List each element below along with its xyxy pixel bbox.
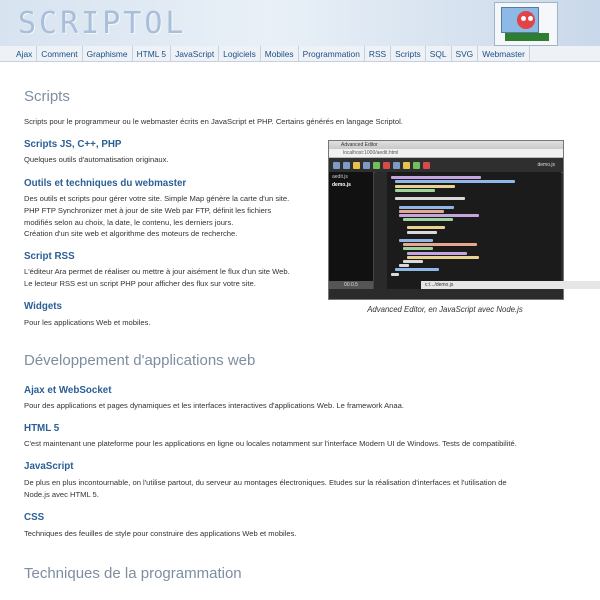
main-nav <box>0 46 600 62</box>
widgets-desc: Pour les applications Web et mobiles. <box>24 318 151 327</box>
mascot-eye-icon <box>521 16 526 21</box>
nav-item-comment[interactable]: Comment <box>37 46 82 62</box>
link-html5[interactable]: HTML 5 <box>24 423 60 434</box>
editor-screenshot[interactable] <box>328 140 564 300</box>
nav-item-rss[interactable]: RSS <box>365 46 391 62</box>
screenshot-urlbar: localhost:1000/aedit.html <box>329 149 563 158</box>
site-logo[interactable]: SCRIPTOL <box>18 6 187 41</box>
screenshot-caption: Advanced Editor, en JavaScript avec Node.js <box>367 305 523 314</box>
stop-icon <box>383 162 390 169</box>
rss-desc-line2: Le lecteur RSS est un script PHP pour afficher des flux sur votre site. <box>24 279 256 288</box>
nav-item-scripts[interactable]: Scripts <box>391 46 426 62</box>
nav-item-logiciels[interactable]: Logiciels <box>219 46 261 62</box>
ajax-desc: Pour des applications et pages dynamiques et les interfaces interactives d'applications Web. Le framework Anaa. <box>24 401 404 410</box>
check-icon <box>413 162 420 169</box>
nav-item-mobiles[interactable]: Mobiles <box>261 46 299 62</box>
section-title-dev: Développement d'applications web <box>24 352 256 369</box>
code-lines <box>391 175 551 277</box>
link-scripts-js[interactable]: Scripts JS, C++, PHP <box>24 139 122 150</box>
outils-desc-line3: modifiés selon au choix, la date, le contenu, les derniers jours. <box>24 218 234 227</box>
screenshot-file-list <box>329 172 374 289</box>
link-widgets[interactable]: Widgets <box>24 301 63 312</box>
open-icon <box>333 162 340 169</box>
javascript-desc-line2: Node.js avec HTML 5. <box>24 490 99 499</box>
link-javascript[interactable]: JavaScript <box>24 461 74 472</box>
scripts-intro: Scripts pour le programmeur ou le webmaster écrits en JavaScript et PHP. Certains générés en langage Scriptol. <box>24 117 403 126</box>
screenshot-statusbar: c:/.../demo.js <box>421 281 600 289</box>
section-title-techniques: Techniques de la programmation <box>24 565 242 582</box>
nav-item-javascript[interactable]: JavaScript <box>171 46 219 62</box>
scripts-js-desc: Quelques outils d'automatisation originaux. <box>24 155 169 164</box>
screenshot-footer: 00.0.5 <box>329 281 373 289</box>
folder-icon <box>353 162 360 169</box>
outils-desc-line2: PHP FTP Synchronizer met à jour de site Web par FTP, définit les fichiers <box>24 206 272 215</box>
outils-desc-line1: Des outils et scripts pour gérer votre site. Simple Map génère la carte d'un site. <box>24 194 290 203</box>
site-header <box>0 0 600 47</box>
copy-icon <box>363 162 370 169</box>
line-number-gutter <box>375 172 387 289</box>
mascot-eye-icon <box>528 16 533 21</box>
nav-item-sql[interactable]: SQL <box>426 46 452 62</box>
html5-desc: C'est maintenant une plateforme pour les applications en ligne ou locales notamment sur l'interface Modern UI de Windows. Tests de compatibilité. <box>24 439 517 448</box>
screenshot-titlebar: Advanced Editor <box>329 141 563 149</box>
nav-item-graphisme[interactable]: Graphisme <box>83 46 133 62</box>
nav-item-webmaster[interactable]: Webmaster <box>478 46 530 62</box>
save-icon <box>343 162 350 169</box>
book-icon <box>505 33 549 41</box>
close-icon <box>423 162 430 169</box>
settings-icon <box>403 162 410 169</box>
screenshot-file-tab: demo.js <box>537 162 555 168</box>
link-outils-webmaster[interactable]: Outils et techniques du webmaster <box>24 178 187 189</box>
run-icon <box>373 162 380 169</box>
section-title-scripts: Scripts <box>24 88 70 105</box>
outils-desc-line4: Création d'un site web et algorithme des moteurs de recherche. <box>24 229 238 238</box>
file-item: demo.js <box>332 182 351 188</box>
link-script-rss[interactable]: Script RSS <box>24 251 75 262</box>
nav-item-ajax[interactable]: Ajax <box>12 46 37 62</box>
screenshot-toolbar <box>329 158 563 173</box>
nav-item-svg[interactable]: SVG <box>452 46 479 62</box>
nav-item-programmation[interactable]: Programmation <box>299 46 365 62</box>
header-illustration <box>494 2 558 46</box>
link-ajax-websocket[interactable]: Ajax et WebSocket <box>24 385 112 396</box>
rss-desc-line1: L'éditeur Ara permet de réaliser ou mettre à jour aisément le flux d'un site Web. <box>24 267 290 276</box>
link-css[interactable]: CSS <box>24 512 45 523</box>
file-item: aedit.js <box>332 174 348 180</box>
javascript-desc-line1: De plus en plus incontournable, on l'utilise partout, du serveur au montages électroniques. Etudes sur la réalisation d'interfaces et l'utilisation de <box>24 478 507 487</box>
screenshot-code-area <box>375 172 561 289</box>
nav-item-html5[interactable]: HTML 5 <box>133 46 171 62</box>
search-icon <box>393 162 400 169</box>
css-desc: Techniques des feuilles de style pour construire des applications Web et mobiles. <box>24 529 297 538</box>
